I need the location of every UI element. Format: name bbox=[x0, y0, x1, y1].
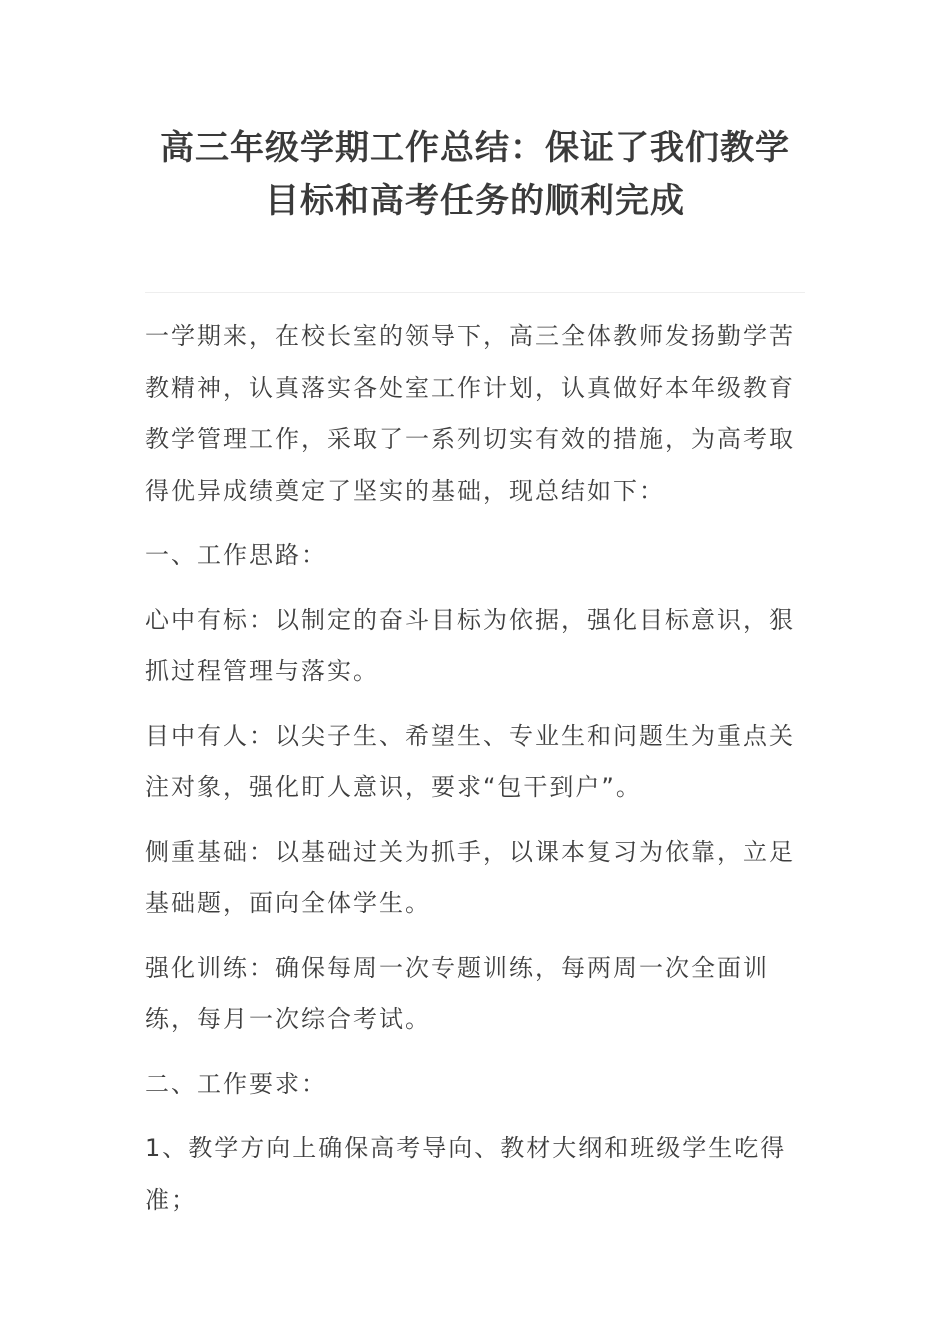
paragraph-training-focus: 强化训练：确保每周一次专题训练，每两周一次全面训练，每月一次综合考试。 bbox=[145, 953, 769, 1033]
section-heading-work-requirements: 二、工作要求： bbox=[145, 1069, 327, 1098]
paragraph-requirement-1: 1、教学方向上确保高考导向、教材大纲和班级学生吃得准； bbox=[145, 1134, 787, 1214]
title-divider bbox=[145, 292, 805, 293]
paragraph-student-focus: 目中有人：以尖子生、希望生、专业生和问题生为重点关注对象，强化盯人意识，要求“包干到户”。 bbox=[145, 721, 795, 801]
paragraph-goal-focus: 心中有标：以制定的奋斗目标为依据，强化目标意识，狠抓过程管理与落实。 bbox=[145, 605, 795, 685]
section-heading-work-approach: 一、工作思路： bbox=[145, 541, 327, 569]
document-body bbox=[145, 311, 807, 1239]
paragraph-basics-focus: 侧重基础：以基础过关为抓手，以课本复习为依靠，立足基础题，面向全体学生。 bbox=[145, 837, 795, 917]
document-title: 高三年级学期工作总结：保证了我们教学目标和高考任务的顺利完成 bbox=[160, 128, 790, 221]
intro-paragraph: 一学期来，在校长室的领导下，高三全体教师发扬勤学苦教精神，认真落实各处室工作计划，认真做好本年级教育教学管理工作，采取了一系列切实有效的措施，为高考取得优异成绩奠定了坚实的基础，现总结如下： bbox=[145, 322, 795, 505]
